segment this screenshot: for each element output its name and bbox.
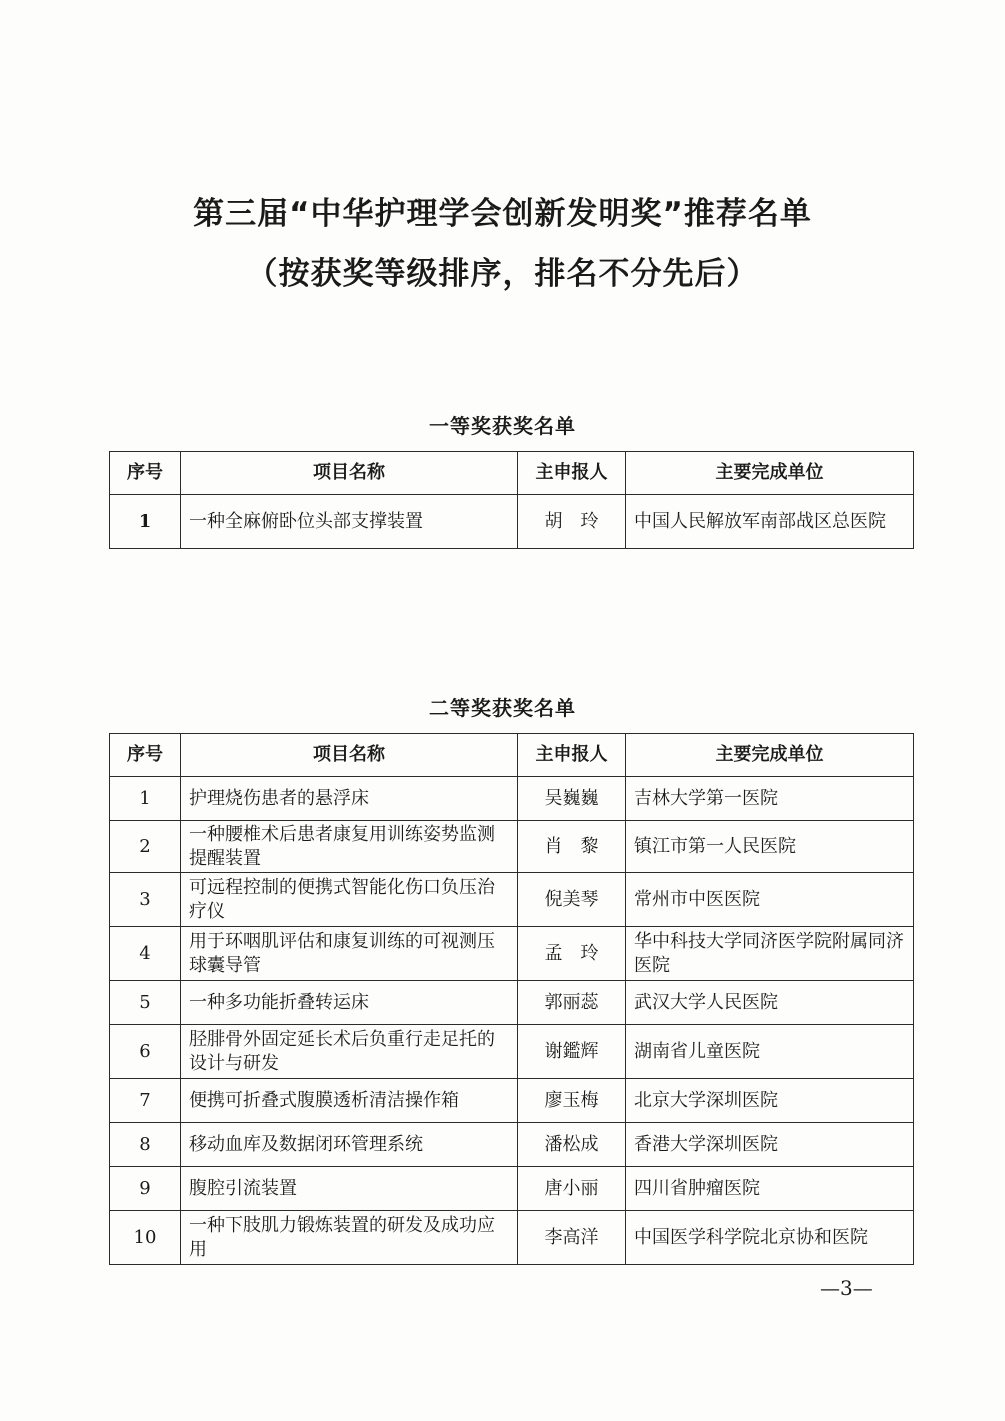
cell-project: 一种腰椎术后患者康复用训练姿势监测提醒装置 <box>181 821 518 873</box>
cell-applicant: 潘松成 <box>518 1123 626 1167</box>
table-row <box>110 981 914 1025</box>
cell-applicant: 廖玉梅 <box>518 1079 626 1123</box>
cell-unit: 中国医学科学院北京协和医院 <box>626 1211 914 1265</box>
cell-applicant: 李高洋 <box>518 1211 626 1265</box>
cell-seq: 4 <box>110 927 181 981</box>
cell-applicant: 倪美琴 <box>518 873 626 927</box>
cell-project: 胫腓骨外固定延长术后负重行走足托的设计与研发 <box>181 1025 518 1079</box>
header-applicant: 主申报人 <box>518 452 626 495</box>
table-row <box>110 1211 914 1265</box>
cell-project: 一种全麻俯卧位头部支撑装置 <box>181 495 518 549</box>
cell-applicant: 胡 玲 <box>518 495 626 549</box>
cell-applicant: 吴巍巍 <box>518 777 626 821</box>
cell-seq: 6 <box>110 1025 181 1079</box>
cell-seq: 3 <box>110 873 181 927</box>
document-subtitle: （按获奖等级排序，排名不分先后） <box>246 256 759 292</box>
cell-applicant: 谢鑑辉 <box>518 1025 626 1079</box>
cell-seq: 1 <box>110 777 181 821</box>
cell-unit: 镇江市第一人民医院 <box>626 821 914 873</box>
header-applicant: 主申报人 <box>518 734 626 777</box>
first-prize-title: 一等奖获奖名单 <box>429 414 576 438</box>
cell-unit: 华中科技大学同济医学院附属同济医院 <box>626 927 914 981</box>
cell-seq: 7 <box>110 1079 181 1123</box>
table-header-row <box>110 734 914 777</box>
cell-applicant: 肖 黎 <box>518 821 626 873</box>
table-row <box>110 1079 914 1123</box>
cell-applicant: 孟 玲 <box>518 927 626 981</box>
cell-project: 一种多功能折叠转运床 <box>181 981 518 1025</box>
cell-unit: 中国人民解放军南部战区总医院 <box>626 495 914 549</box>
table-row <box>110 873 914 927</box>
table-row <box>110 777 914 821</box>
cell-applicant: 唐小丽 <box>518 1167 626 1211</box>
cell-project: 护理烧伤患者的悬浮床 <box>181 777 518 821</box>
cell-unit: 香港大学深圳医院 <box>626 1123 914 1167</box>
cell-seq: 9 <box>110 1167 181 1211</box>
cell-seq: 1 <box>110 495 181 549</box>
cell-unit: 北京大学深圳医院 <box>626 1079 914 1123</box>
table-row <box>110 1167 914 1211</box>
cell-applicant: 郭丽蕊 <box>518 981 626 1025</box>
cell-unit: 湖南省儿童医院 <box>626 1025 914 1079</box>
cell-project: 移动血库及数据闭环管理系统 <box>181 1123 518 1167</box>
header-seq: 序号 <box>110 734 181 777</box>
header-project: 项目名称 <box>181 734 518 777</box>
second-prize-table <box>109 733 914 1265</box>
cell-project: 用于环咽肌评估和康复训练的可视测压球囊导管 <box>181 927 518 981</box>
table-row <box>110 927 914 981</box>
table-row <box>110 1123 914 1167</box>
table-row <box>110 1025 914 1079</box>
cell-unit: 四川省肿瘤医院 <box>626 1167 914 1211</box>
cell-project: 可远程控制的便携式智能化伤口负压治疗仪 <box>181 873 518 927</box>
header-project: 项目名称 <box>181 452 518 495</box>
cell-seq: 5 <box>110 981 181 1025</box>
header-unit: 主要完成单位 <box>626 452 914 495</box>
cell-project: 一种下肢肌力锻炼装置的研发及成功应用 <box>181 1211 518 1265</box>
table-header-row <box>110 452 914 495</box>
header-seq: 序号 <box>110 452 181 495</box>
table-row <box>110 821 914 873</box>
cell-unit: 常州市中医医院 <box>626 873 914 927</box>
cell-seq: 10 <box>110 1211 181 1265</box>
table-row <box>110 495 914 549</box>
cell-seq: 2 <box>110 821 181 873</box>
cell-seq: 8 <box>110 1123 181 1167</box>
cell-project: 腹腔引流装置 <box>181 1167 518 1211</box>
header-unit: 主要完成单位 <box>626 734 914 777</box>
page-number: —3— <box>820 1276 873 1300</box>
cell-unit: 吉林大学第一医院 <box>626 777 914 821</box>
second-prize-title: 二等奖获奖名单 <box>429 696 576 720</box>
first-prize-table <box>109 451 914 549</box>
document-title: 第三届“中华护理学会创新发明奖”推荐名单 <box>193 196 812 232</box>
cell-project: 便携可折叠式腹膜透析清洁操作箱 <box>181 1079 518 1123</box>
cell-unit: 武汉大学人民医院 <box>626 981 914 1025</box>
